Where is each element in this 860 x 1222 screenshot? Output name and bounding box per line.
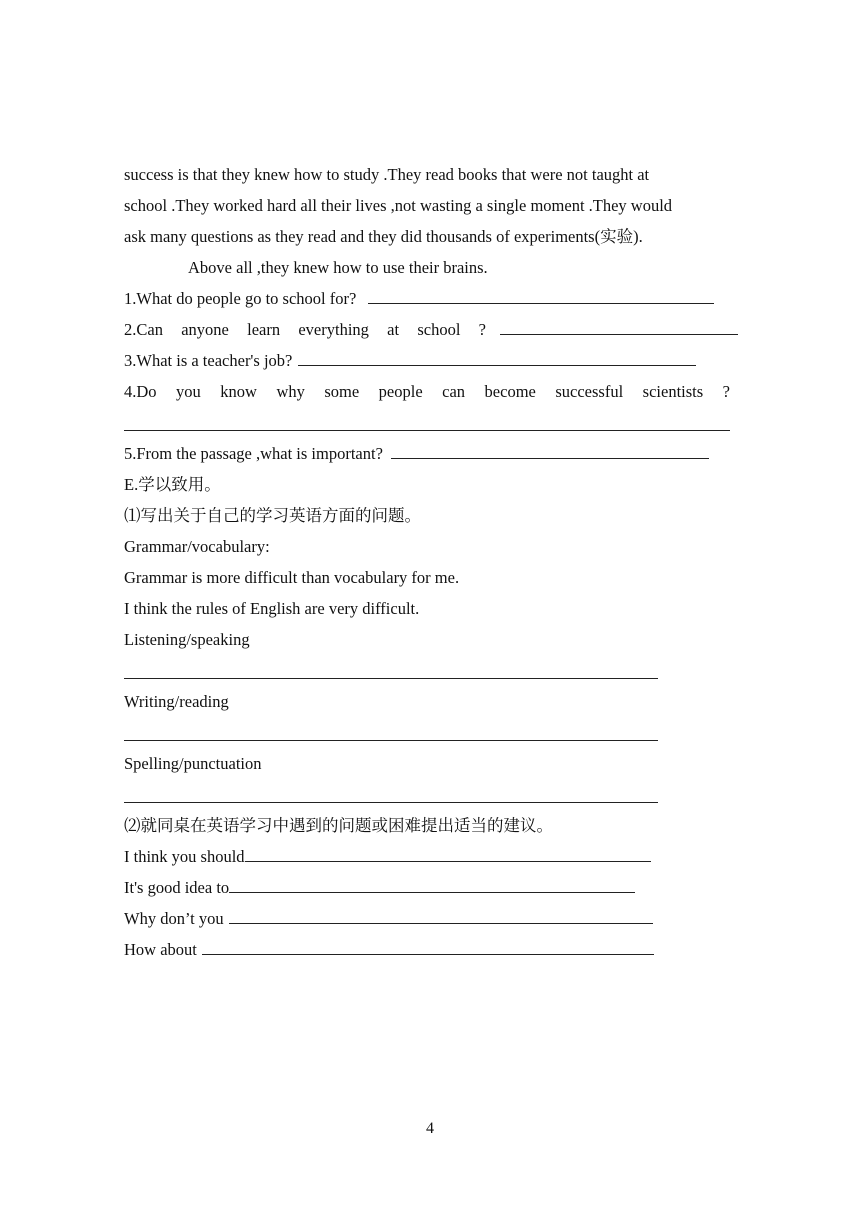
suggestion-4 — [124, 934, 738, 965]
question-3 — [124, 345, 738, 376]
listening-answer-line — [124, 655, 738, 686]
suggestion-prompt: How about — [124, 940, 197, 959]
listening-speaking-label: Listening/speaking — [124, 630, 250, 649]
question-text: 4.Do you know why some people can become successful scientists ? — [124, 382, 730, 401]
worksheet-content — [124, 159, 738, 965]
question-text: 2.Can anyone learn everything at school ? — [124, 320, 486, 339]
question-4-answer-line — [124, 407, 738, 438]
suggestion-prompt: It's good idea to — [124, 878, 230, 897]
answer-blank[interactable] — [229, 872, 635, 893]
suggestion-prompt: Why don’t you — [124, 909, 224, 928]
grammar-example: I think the rules of English are very difficult. — [124, 599, 420, 618]
grammar-vocabulary-label: Grammar/vocabulary: — [124, 537, 270, 556]
question-text: 1.What do people go to school for? — [124, 289, 357, 308]
writing-answer-line — [124, 717, 738, 748]
suggestion-2 — [124, 872, 738, 903]
answer-blank[interactable] — [124, 802, 658, 803]
writing-reading-label: Writing/reading — [124, 692, 229, 711]
answer-blank[interactable] — [229, 903, 653, 924]
answer-blank[interactable] — [368, 283, 714, 304]
answer-blank[interactable] — [245, 841, 651, 862]
passage-line: ask many questions as they read and they did thousands of experiments(实验). — [124, 227, 643, 246]
suggestion-3 — [124, 903, 738, 934]
question-text: 3.What is a teacher's job? — [124, 351, 293, 370]
part-2-instruction: ⑵就同桌在英语学习中遇到的问题或困难提出适当的建议。 — [124, 816, 553, 835]
reading-passage — [124, 159, 738, 283]
question-2 — [124, 314, 738, 345]
spelling-punctuation-label: Spelling/punctuation — [124, 754, 262, 773]
question-4 — [124, 376, 738, 407]
suggestion-prompt: I think you should — [124, 847, 245, 866]
answer-blank[interactable] — [124, 430, 730, 431]
spelling-answer-line — [124, 779, 738, 810]
part-1-instruction: ⑴写出关于自己的学习英语方面的问题。 — [124, 506, 421, 525]
question-1 — [124, 283, 738, 314]
grammar-example: Grammar is more difficult than vocabulary for me. — [124, 568, 460, 587]
suggestion-1 — [124, 841, 738, 872]
answer-blank[interactable] — [124, 678, 658, 679]
page-number: 4 — [426, 1120, 434, 1137]
answer-blank[interactable] — [298, 345, 696, 366]
passage-line: success is that they knew how to study .They read books that were not taught at — [124, 165, 650, 184]
question-text: 5.From the passage ,what is important? — [124, 444, 383, 463]
passage-line: school .They worked hard all their lives ,not wasting a single moment .They would — [124, 196, 673, 215]
answer-blank[interactable] — [202, 934, 654, 955]
answer-blank[interactable] — [500, 314, 738, 335]
passage-line: Above all ,they knew how to use their brains. — [188, 258, 488, 277]
answer-blank[interactable] — [124, 740, 658, 741]
answer-blank[interactable] — [391, 438, 709, 459]
question-5 — [124, 438, 738, 469]
section-e-title: E.学以致用。 — [124, 475, 221, 494]
